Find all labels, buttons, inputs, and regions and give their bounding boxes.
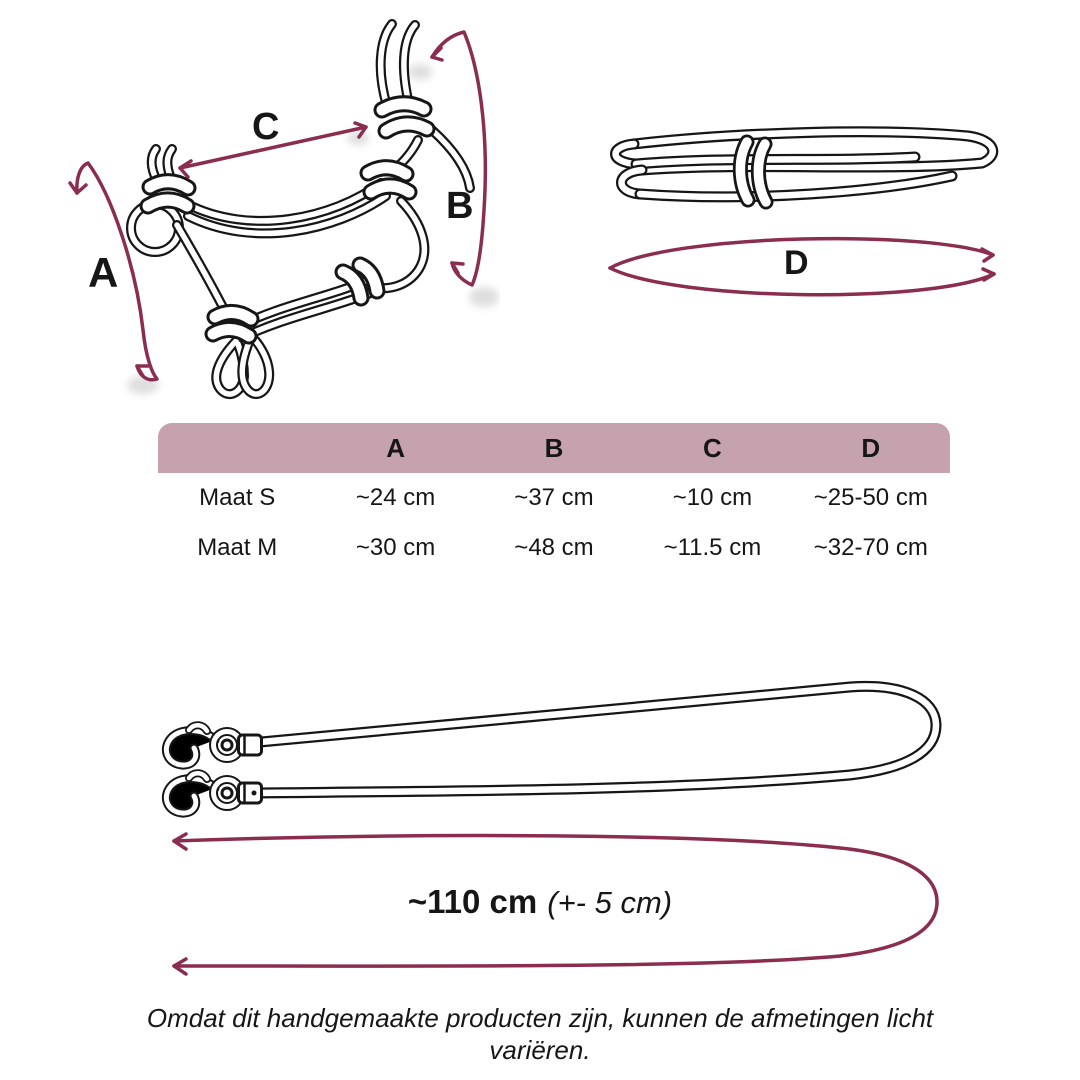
lead-rope-strands [250, 686, 936, 793]
lead-rope-line-drawing [150, 672, 980, 827]
value-a: ~24 cm [355, 484, 436, 511]
size-table-header-cell-b: B [544, 432, 564, 463]
length-tolerance: (+- 5 cm) [547, 885, 673, 920]
value-b: ~48 cm [514, 534, 594, 561]
handmade-disclaimer-text: Omdat dit handgemaakte producten zijn, kunnen de afmetingen licht variëren. [146, 1003, 934, 1066]
halter-dimension-label-c: C [252, 106, 280, 148]
halter-dimension-label-b: B [446, 185, 474, 227]
row-label: Maat S [199, 484, 276, 511]
value-c: ~11.5 cm [663, 534, 762, 561]
size-table [158, 423, 950, 573]
snap-hook-icon [166, 725, 261, 765]
size-table-header-cell-a: A [386, 432, 405, 463]
value-d: ~25-50 cm [813, 484, 928, 511]
snap-hook-icon [166, 773, 261, 813]
size-table-row-maat-s [158, 473, 950, 523]
folded-rope-line-drawing [580, 108, 1020, 218]
length-value: ~110 cm [407, 883, 538, 920]
rope-dimension-label-d: D [784, 244, 809, 282]
handmade-disclaimer [0, 1002, 1080, 1066]
halter-line-drawing [40, 10, 500, 420]
row-label: Maat M [197, 534, 278, 561]
ferrule-rivet-dot [252, 791, 257, 796]
lead-rope-length [0, 883, 1080, 921]
size-table-header-cell-c: C [703, 432, 722, 463]
size-table-header-cell-d: D [861, 432, 881, 463]
size-table-header [158, 423, 950, 473]
halter-dimension-label-a: A [88, 249, 119, 296]
value-c: ~10 cm [672, 484, 753, 511]
value-a: ~30 cm [355, 534, 436, 561]
size-table-row-maat-m [158, 523, 950, 573]
value-d: ~32-70 cm [813, 534, 928, 561]
value-b: ~37 cm [514, 484, 594, 511]
folded-rope-strands [616, 132, 993, 197]
